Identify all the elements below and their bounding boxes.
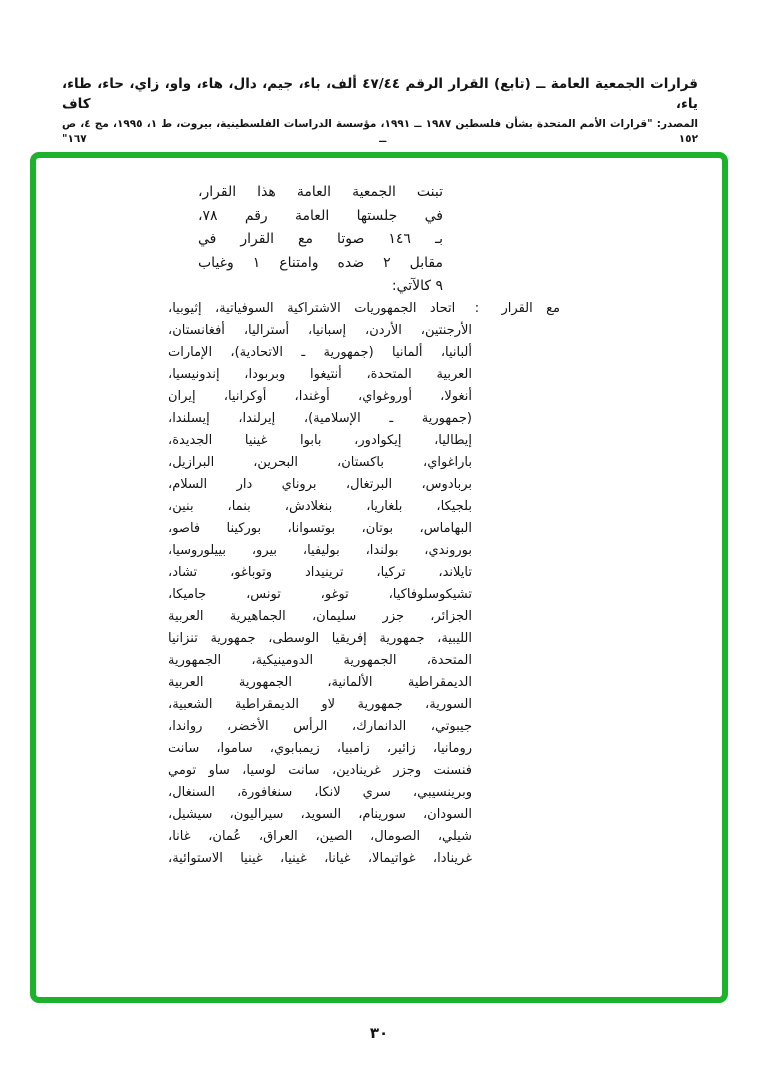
vote-list-line: بلجيكا، بلغاريا، بنغلادش، بنما، بنين، — [168, 499, 472, 514]
vote-list-line: ألبانيا، ألمانيا (جمهورية ـ الاتحادية)، الإمارات — [168, 345, 472, 360]
adoption-note-line: تبنت الجمعية العامة هذا القرار، — [198, 184, 443, 200]
vote-list-line: الليبية، جمهورية إفريقيا الوسطى، جمهورية تنزانيا — [168, 631, 472, 646]
adoption-note-line: في جلستها العامة رقم ٧٨، — [198, 207, 443, 224]
adoption-note — [198, 181, 443, 299]
vote-list-line: أنغولا، أوروغواي، أوغندا، أوكرانيا، إيران — [168, 389, 472, 404]
document-header — [62, 74, 698, 147]
vote-list-line: المتحدة، الجمهورية الدومينيكية، الجمهورية — [168, 653, 472, 668]
vote-list-line: بربادوس، البرتغال، بروناي دار السلام، — [168, 477, 472, 492]
vote-list-line: وبرينسيبي، سري لانكا، سنغافورة، السنغال، — [168, 785, 472, 800]
document-source: المصدر: "قرارات الأمم المتحدة بشأن فلسطين ١٩٨٧ ــ ١٩٩١، مؤسسة الدراسات الفلسطينية، بيروت، ط ١، ١٩٩٥، مج ٤، ص ١٥٢ ــ ١٦٧" — [62, 118, 698, 145]
vote-list-first-line — [168, 298, 560, 320]
vote-list-line: فنسنت وجزر غرينادين، سانت لوسيا، ساو تومي — [168, 763, 472, 778]
vote-list-line: جيبوتي، الدانمارك، الرأس الأخضر، رواندا، — [168, 719, 472, 734]
vote-list-line-text: اتحاد الجمهوريات الاشتراكية السوفياتية، إثيوبيا، — [168, 301, 456, 316]
adoption-note-line: مقابل ٢ ضده وامتناع ١ وغياب — [198, 254, 444, 271]
document-title: قرارات الجمعية العامة ــ (تابع) القرار الرقم ٤٧/٤٤ ألف، باء، جيم، دال، هاء، واو، زاي، حاء، طاء، ياء، كاف — [62, 76, 699, 112]
vote-list-line: البهاماس، بوتان، بوتسوانا، بوركينا فاصو، — [168, 521, 472, 536]
vote-list-line: العربية المتحدة، أنتيغوا وبربودا، إندونيسيا، — [168, 367, 472, 382]
resolution-frame — [30, 152, 728, 1003]
vote-list-line: (جمهورية ـ الإسلامية)، إيرلندا، إيسلندا، — [168, 411, 472, 426]
vote-list-line: شيلي، الصومال، الصين، العراق، عُمان، غانا، — [168, 829, 472, 844]
vote-list-line: تايلاند، تركيا، ترينيداد وتوباغو، تشاد، — [168, 565, 472, 580]
vote-list-line: بوروندي، بولندا، بوليفيا، بيرو، بييلوروسيا، — [168, 543, 472, 558]
vote-list-line: الأرجنتين، الأردن، إسبانيا، أستراليا، أفغانستان، — [168, 323, 472, 338]
vote-list-line: الجزائر، جزر سليمان، الجماهيرية العربية — [168, 609, 472, 624]
vote-list-line: باراغواي، باكستان، البحرين، البرازيل، — [168, 455, 472, 470]
vote-list-line: السورية، جمهورية لاو الديمقراطية الشعبية، — [168, 697, 472, 712]
vote-side-label: مع القرار — [501, 301, 561, 316]
with-resolution-list — [168, 298, 560, 870]
vote-list-line: غرينادا، غواتيمالا، غيانا، غينيا، غينيا الاستوائية، — [168, 851, 472, 866]
vote-list-line: السودان، سورينام، السويد، سيراليون، سيشيل، — [168, 807, 472, 822]
adoption-note-line: ٩ كالآتي: — [391, 278, 443, 294]
vote-list-line: إيطاليا، إيكوادور، بابوا غينيا الجديدة، — [168, 433, 472, 448]
page-number: ٣٠ — [369, 1024, 389, 1042]
adoption-note-line: بـ ١٤٦ صوتا مع القرار في — [198, 231, 443, 247]
vote-label-separator: : — [474, 301, 480, 316]
vote-list-line: رومانيا، زائير، زامبيا، زيمبابوي، ساموا، سانت — [168, 741, 472, 756]
vote-list-line: الديمقراطية الألمانية، الجمهورية العربية — [168, 675, 472, 690]
vote-list-line: تشيكوسلوفاكيا، توغو، تونس، جاميكا، — [168, 587, 472, 602]
